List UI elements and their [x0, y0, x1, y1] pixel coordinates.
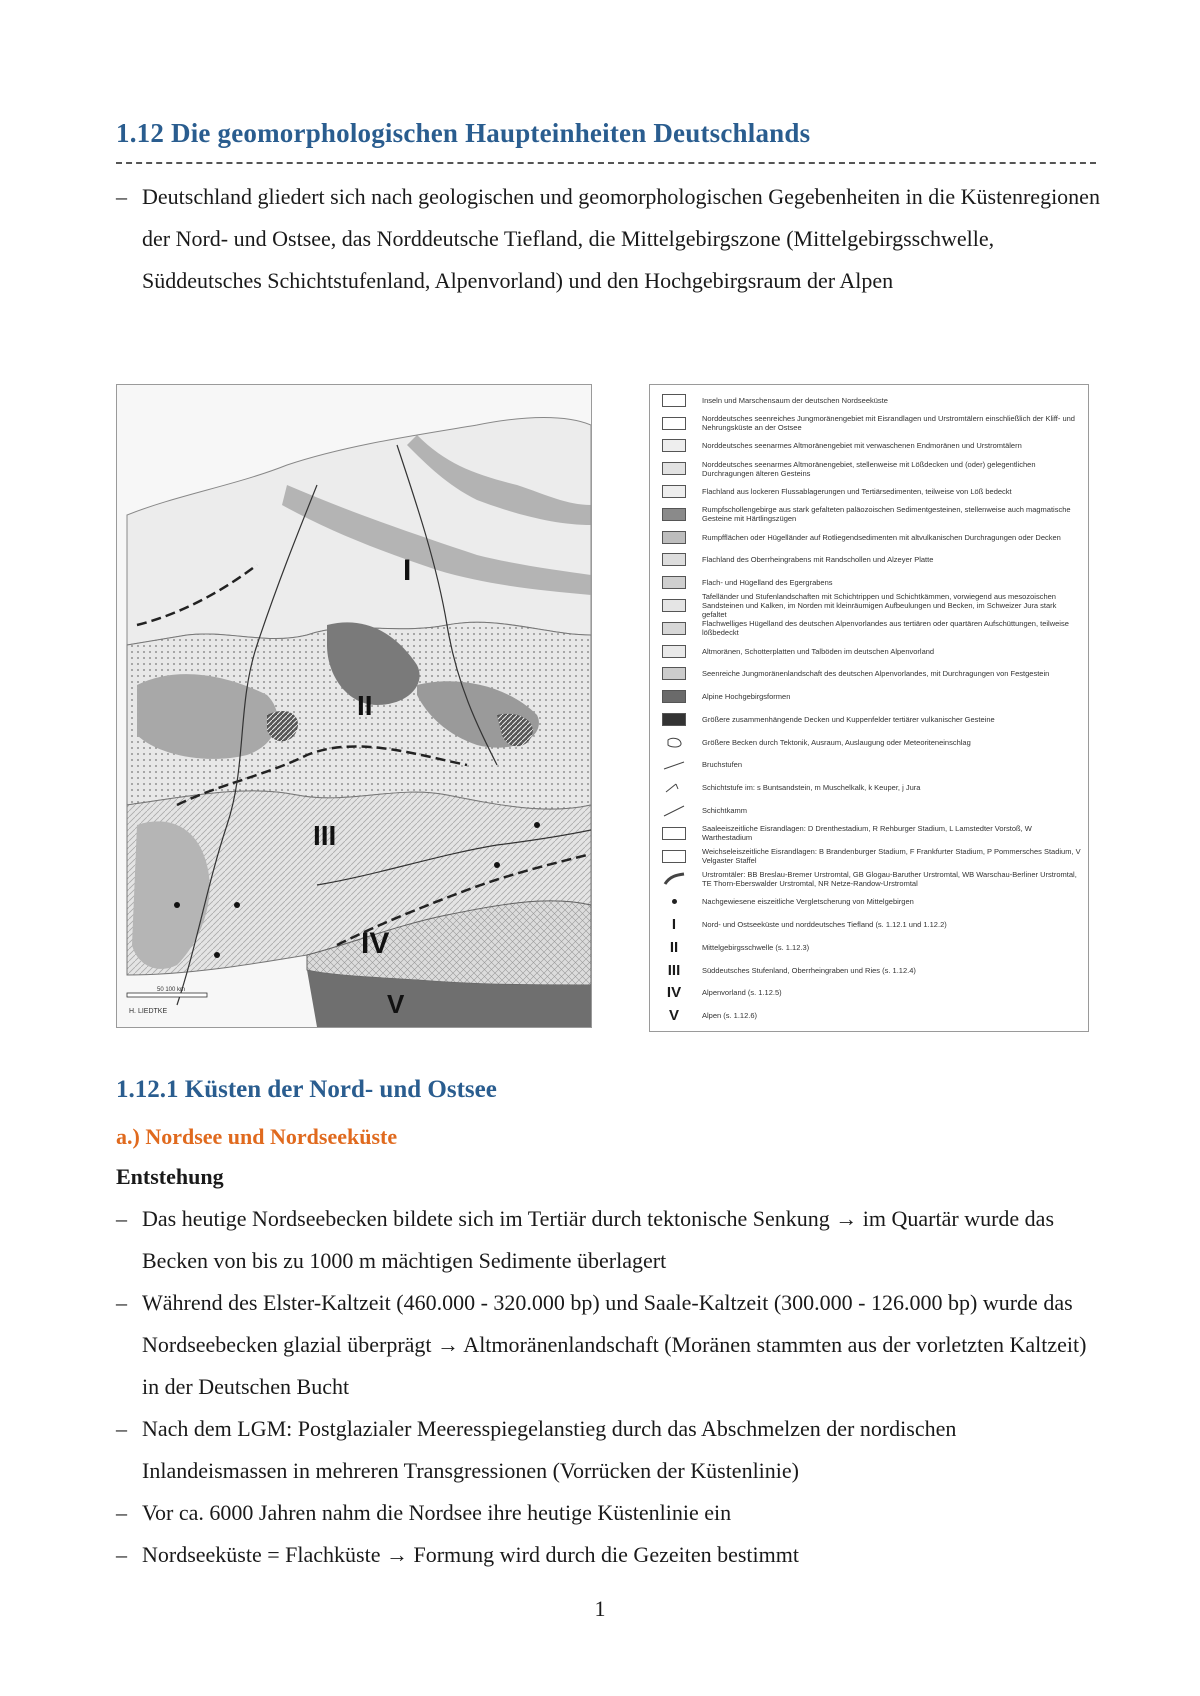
legend-dot-symbol — [662, 893, 686, 911]
legend-row — [650, 685, 1086, 708]
bullet-item: – Vor ca. 6000 Jahren nahm die Nordsee ihre heutige Küstenlinie ein — [116, 1492, 1106, 1534]
legend-swatch — [662, 713, 686, 726]
legend-text: Süddeutsches Stufenland, Oberrheingraben und Ries (s. 1.12.4) — [702, 965, 916, 975]
legend-line-symbol — [662, 872, 686, 885]
bullet-list — [116, 1198, 1106, 1576]
subsubsection-title: a.) Nordsee und Nordseeküste — [116, 1124, 398, 1149]
map-credit: H. LIEDTKE — [129, 1008, 168, 1015]
legend-text: Rumpfschollengebirge aus stark gefalteten paläozoischen Sedimentgesteinen, stellenweise auch magmatische Gesteine mit Härtlingszügen — [702, 505, 1071, 524]
legend-swatch — [662, 576, 686, 589]
legend-row — [650, 1004, 1086, 1027]
legend-swatch — [662, 508, 686, 521]
bullet-item: – Nordseeküste = Flachküste → Formung wird durch die Gezeiten bestimmt — [116, 1534, 1106, 1576]
legend-row — [650, 731, 1086, 754]
legend-text: Flach- und Hügelland des Egergrabens — [702, 578, 833, 588]
legend-text: Rumpfflächen oder Hügelländer auf Rotliegendsedimenten mit altvulkanischen Durchragungen oder Decken — [702, 532, 1061, 542]
legend-swatch — [662, 485, 686, 498]
legend-swatch — [662, 462, 686, 475]
page-number: 1 — [594, 1596, 606, 1621]
legend-row — [650, 845, 1086, 868]
map-scale-bar — [127, 993, 207, 997]
legend-text: Norddeutsches seenreiches Jungmoränengebiet mit Eisrandlagen und Urstromtälern einschließlich der Kliff- und Nehrungsküste an der Ostsee — [702, 414, 1075, 433]
legend-row — [650, 890, 1086, 913]
legend-text: Flachwelliges Hügelland des deutschen Alpenvorlandes aus tertiären oder quartären Aufschüttungen, teilweise lößbedeckt — [702, 619, 1069, 638]
bullet-item: – Nach dem LGM: Postglazialer Meeresspiegelanstieg durch das Abschmelzen der nordischen Inlandeismassen in mehreren Transgressionen (Vorrücken der Küstenlinie) — [116, 1408, 1106, 1492]
legend-row — [650, 913, 1086, 936]
legend-text: Urstromtäler: BB Breslau-Bremer Urstromtal, GB Glogau-Baruther Urstromtal, WB Warschau-Berliner Urstromtal, TE Thorn-Eberswalder Urstromtal, NR Netze-Randow-Urstromtal — [702, 869, 1077, 888]
legend-row — [650, 591, 1086, 619]
legend-numeral: IV — [666, 984, 682, 1002]
map-numeral-2: II — [357, 690, 373, 721]
legend-swatch — [662, 553, 686, 566]
paragraph-label: Entstehung — [116, 1164, 224, 1189]
legend-swatch — [662, 599, 686, 612]
legend-text: Tafelländer und Stufenlandschaften mit Schichtrippen und Schichtkämmen, vorwiegend aus mesozoischen Sandsteinen und Kalken, im Norden mit kleinräumigen Aufbeulungen und Becken, im Schweizer Jura stark gefaltet — [702, 591, 1057, 619]
legend-row — [650, 526, 1086, 549]
legend-text: Alpenvorland (s. 1.12.5) — [702, 988, 782, 998]
legend-numeral: III — [667, 961, 681, 979]
legend-row — [650, 435, 1086, 458]
intro-bullet-list — [116, 176, 1106, 302]
legend-swatch — [662, 850, 686, 863]
legend-text: Seenreiche Jungmoränenlandschaft des deutschen Alpenvorlandes, mit Durchragungen von Festgestein — [702, 669, 1050, 679]
legend-text: Schichtstufe im: s Buntsandstein, m Muschelkalk, k Keuper, j Jura — [702, 783, 921, 793]
legend-row — [650, 799, 1086, 822]
legend-line-symbol — [662, 736, 686, 749]
legend-swatch — [662, 394, 686, 407]
legend-text: Weichseleiszeitliche Eisrandlagen: B Brandenburger Stadium, F Frankfurter Stadium, P Pommersches Stadium, V Velgaster Staffel — [702, 847, 1081, 866]
legend-row — [650, 503, 1086, 526]
legend-text: Altmoränen, Schotterplatten und Talböden im deutschen Alpenvorland — [702, 646, 935, 656]
legend-text: Norddeutsches seenarmes Altmoränengebiet, stellenweise mit Lößdecken und (oder) gelegentlichen Durchragungen älteren Gesteins — [702, 459, 1036, 478]
legend-text: Alpine Hochgebirgsformen — [702, 692, 791, 702]
legend-row — [650, 617, 1086, 640]
legend-swatch — [662, 622, 686, 635]
legend-text: Inseln und Marschensaum der deutschen Nordseeküste — [702, 395, 888, 405]
legend-line-symbol — [662, 804, 686, 817]
legend-row — [650, 776, 1086, 799]
bullet-item: – Das heutige Nordseebecken bildete sich im Tertiär durch tektonische Senkung → im Quartär wurde das Becken von bis zu 1000 m mächtigen Sedimente überlagert — [116, 1198, 1106, 1282]
legend-swatch — [662, 690, 686, 703]
legend-numeral: I — [671, 915, 677, 933]
legend-row — [650, 708, 1086, 731]
legend-row — [650, 868, 1086, 891]
geomorphology-map — [116, 384, 592, 1028]
legend-numeral: II — [669, 938, 679, 956]
legend-text: Nachgewiesene eiszeitliche Vergletscherung von Mittelgebirgen — [702, 897, 914, 907]
legend-row — [650, 959, 1086, 982]
legend-row — [650, 571, 1086, 594]
legend-text: Flachland des Oberrheingrabens mit Randschollen und Alzeyer Platte — [702, 555, 934, 565]
legend-row — [650, 754, 1086, 777]
map-drawing — [117, 385, 591, 1027]
legend-row — [650, 389, 1086, 412]
legend-swatch — [662, 667, 686, 680]
map-numeral-3: III — [313, 820, 337, 851]
legend-text: Bruchstufen — [702, 760, 743, 770]
legend-row — [650, 822, 1086, 845]
legend-text: Norddeutsches seenarmes Altmoränengebiet mit verwaschenen Endmoränen und Urstromtälern — [702, 441, 1022, 451]
legend-text: Alpen (s. 1.12.6) — [702, 1011, 758, 1021]
legend-row — [650, 662, 1086, 685]
legend-swatch — [662, 531, 686, 544]
dashed-divider — [116, 162, 1096, 164]
subsection-title: 1.12.1 Küsten der Nord- und Ostsee — [116, 1076, 497, 1103]
bullet-item: – Während des Elster-Kaltzeit (460.000 - 320.000 bp) und Saale-Kaltzeit (300.000 - 126.000 bp) wurde das Nordseebecken glazial überprägt → Altmoränenlandschaft (Moränen stammten aus der vorletzten Kaltzeit) in der Deutschen Bucht — [116, 1282, 1106, 1408]
legend-text: Nord- und Ostseeküste und norddeutsches Tiefland (s. 1.12.1 und 1.12.2) — [702, 919, 947, 929]
legend-text: Größere zusammenhängende Decken und Kuppenfelder tertiärer vulkanischer Gesteine — [702, 714, 995, 724]
map-numeral-5: V — [387, 989, 405, 1019]
section-title: 1.12 Die geomorphologischen Haupteinheiten Deutschlands — [116, 118, 811, 148]
legend-row — [650, 640, 1086, 663]
map-numeral-1: I — [403, 554, 412, 587]
intro-bullet: – Deutschland gliedert sich nach geologischen und geomorphologischen Gegebenheiten in die Küstenregionen der Nord- und Ostsee, das Norddeutsche Tiefland, die Mittelgebirgszone (Mittelgebirgsschwelle, Süddeutsches Schichtstufenland, Alpenvorland) und den Hochgebirgsraum der Alpen — [116, 176, 1106, 302]
legend-row — [650, 457, 1086, 480]
legend-text: Schichtkamm — [702, 806, 748, 816]
legend-line-symbol — [662, 781, 686, 794]
map-numeral-4: IV — [361, 927, 390, 960]
legend-row — [650, 412, 1086, 435]
legend-row — [650, 936, 1086, 959]
legend-line-symbol — [662, 758, 686, 771]
legend-text: Flachland aus lockeren Flussablagerungen und Tertiärsedimenten, teilweise von Löß bedeckt — [702, 487, 1012, 497]
legend-swatch — [662, 827, 686, 840]
legend-text: Größere Becken durch Tektonik, Ausraum, Auslaugung oder Meteoriteneinschlag — [702, 737, 971, 747]
legend-row — [650, 549, 1086, 572]
map-legend — [649, 384, 1089, 1032]
legend-text: Mittelgebirgsschwelle (s. 1.12.3) — [702, 942, 810, 952]
legend-row — [650, 981, 1086, 1004]
legend-swatch — [662, 417, 686, 430]
legend-numeral: V — [668, 1007, 679, 1025]
map-scale-label: 50 100 km — [157, 987, 186, 993]
legend-swatch — [662, 645, 686, 658]
legend-row — [650, 480, 1086, 503]
legend-swatch — [662, 439, 686, 452]
legend-text: Saaleeiszeitliche Eisrandlagen: D Drenthestadium, R Rehburger Stadium, L Lamstedter Vorstoß, W Warthestadium — [702, 824, 1032, 843]
